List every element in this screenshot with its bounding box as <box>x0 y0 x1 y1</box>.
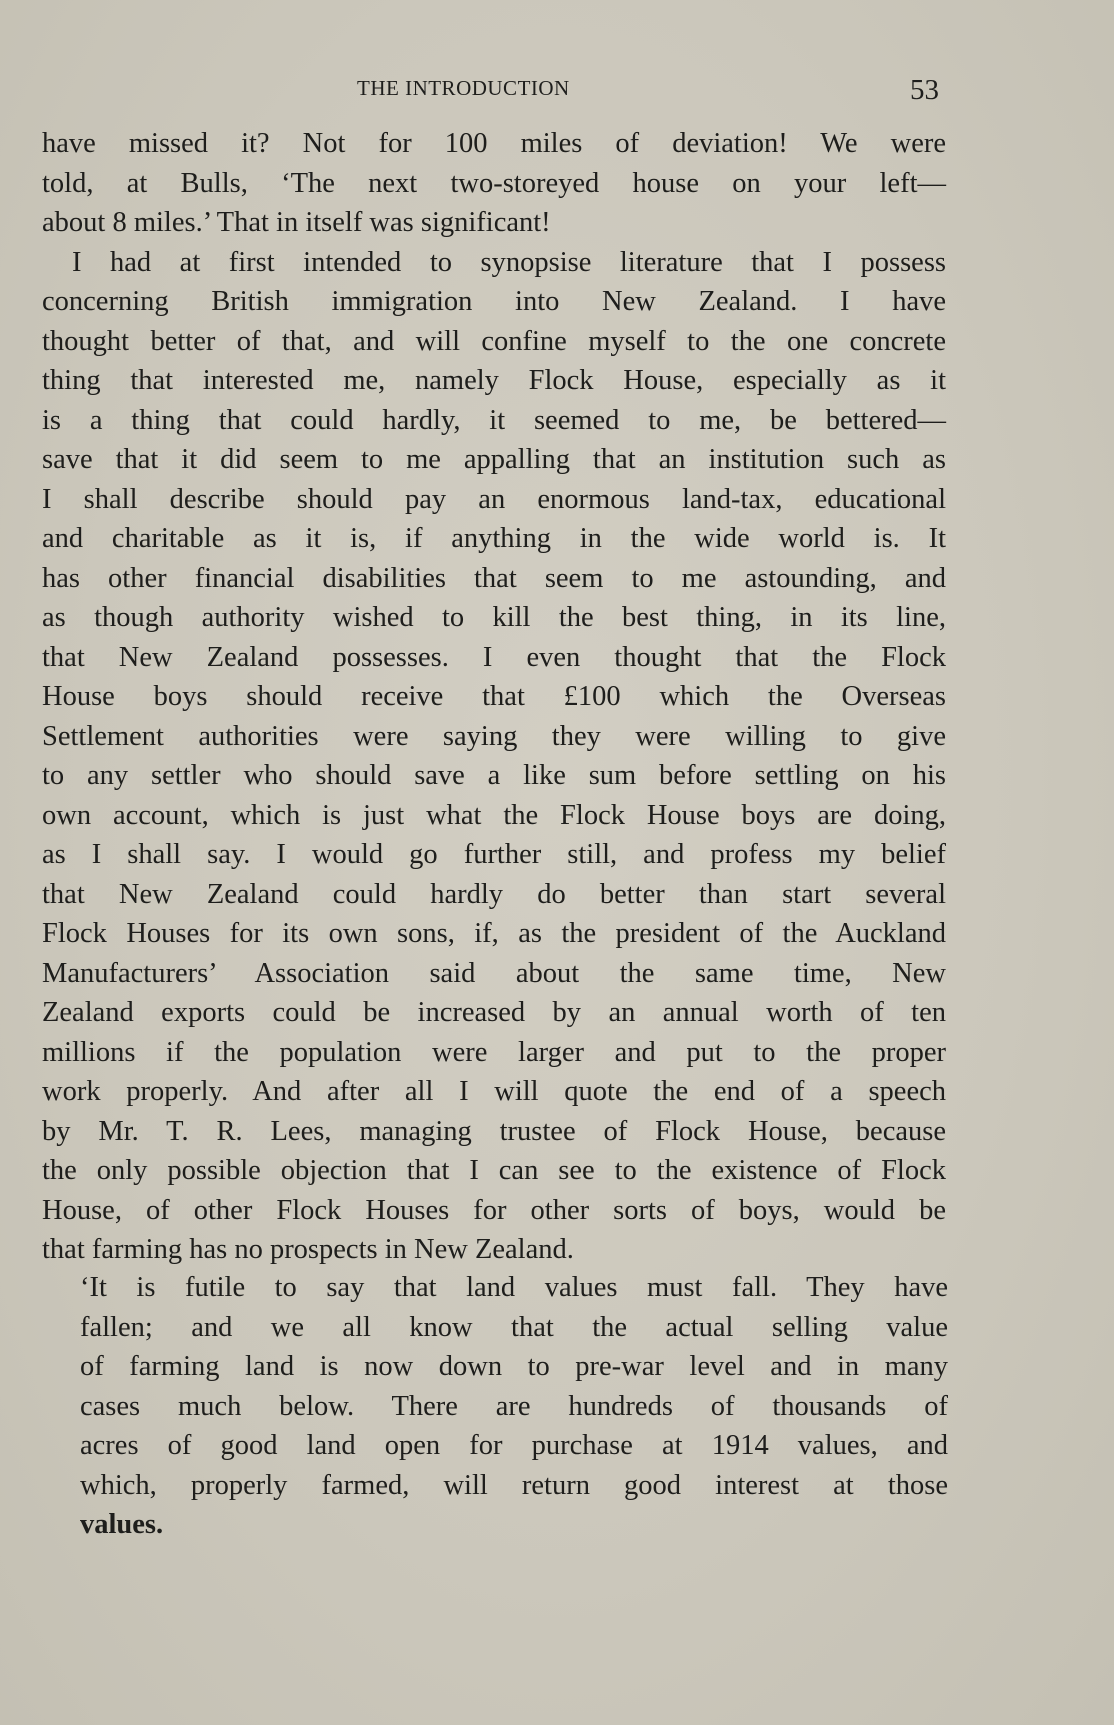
text-line: House boys should receive that £100 which the Overseas <box>42 681 946 712</box>
text-line: save that it did seem to me appalling that an institution such as <box>42 444 946 475</box>
block-quote <box>80 1268 948 1545</box>
text-line: to any settler who should save a like sum before settling on his <box>42 760 946 791</box>
text-line: that New Zealand possesses. I even thought that the Flock <box>42 641 946 673</box>
text-line: is a thing that could hardly, it seemed to me, be bettered— <box>42 404 946 436</box>
text-line: and charitable as it is, if anything in the wide world is. It <box>42 523 946 554</box>
text-line: Zealand exports could be increased by an annual worth of ten <box>42 997 946 1028</box>
text-line: have missed it? Not for 100 miles of deviation! We were <box>42 128 946 159</box>
running-head: THE INTRODUCTION <box>357 76 570 100</box>
text-line: that farming has no prospects in New Zealand. <box>42 1234 574 1265</box>
quote-line: of farming land is now down to pre-war level and in many <box>80 1351 948 1382</box>
text-line: concerning British immigration into New Zealand. I have <box>42 286 946 317</box>
text-line: has other financial disabilities that seem to me astounding, and <box>42 562 946 594</box>
quote-line: cases much below. There are hundreds of thousands of <box>80 1390 948 1422</box>
page-number: 53 <box>910 74 939 106</box>
text-line: the only possible objection that I can see to the existence of Flock <box>42 1155 946 1186</box>
quote-line: ‘It is futile to say that land values must fall. They have <box>80 1272 948 1303</box>
text-line: as I shall say. I would go further still, and profess my belief <box>42 839 946 870</box>
text-line: thing that interested me, namely Flock House, especially as it <box>42 365 946 396</box>
text-line: as though authority wished to kill the best thing, in its line, <box>42 602 946 633</box>
quote-line: which, properly farmed, will return good interest at those <box>80 1469 948 1501</box>
text-line: I had at first intended to synopsise literature that I possess <box>72 246 946 278</box>
text-line: by Mr. T. R. Lees, managing trustee of Flock House, because <box>42 1115 946 1147</box>
body-text <box>42 124 946 1270</box>
text-line: that New Zealand could hardly do better than start several <box>42 878 946 910</box>
quote-line: values. <box>80 1509 164 1540</box>
text-line: thought better of that, and will confine myself to the one concrete <box>42 325 946 357</box>
quote-line: acres of good land open for purchase at 1914 values, and <box>80 1430 948 1461</box>
text-line: own account, which is just what the Flock House boys are doing, <box>42 799 946 831</box>
text-line: millions if the population were larger and put to the proper <box>42 1036 946 1068</box>
text-line: about 8 miles.’ That in itself was significant! <box>42 207 551 238</box>
text-line: Settlement authorities were saying they were willing to give <box>42 720 946 752</box>
text-line: Manufacturers’ Association said about the same time, New <box>42 957 946 989</box>
page-header <box>0 72 1114 112</box>
text-line: work properly. And after all I will quote the end of a speech <box>42 1076 946 1107</box>
text-line: House, of other Flock Houses for other sorts of boys, would be <box>42 1194 946 1226</box>
text-line: told, at Bulls, ‘The next two-storeyed house on your left— <box>42 167 946 199</box>
text-line: Flock Houses for its own sons, if, as the president of the Auckland <box>42 918 946 949</box>
text-line: I shall describe should pay an enormous land-tax, educational <box>42 483 946 515</box>
quote-line: fallen; and we all know that the actual selling value <box>80 1311 948 1343</box>
